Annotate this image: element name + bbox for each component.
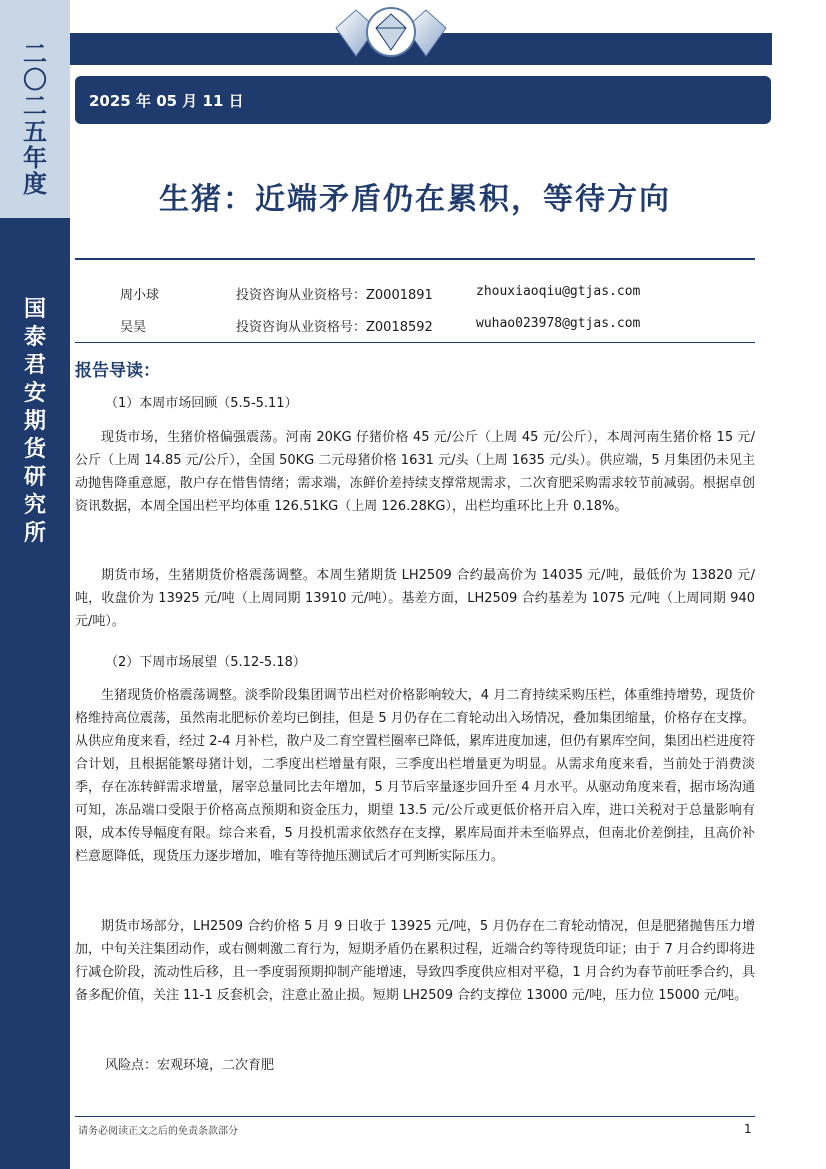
report-guide-heading: 报告导读： <box>75 361 160 381</box>
paragraph-spot-outlook: 生猪现货价格震荡调整。淡季阶段集团调节出栏对价格影响较大，4 月二育持续采购压栏，体重维持增势，现货价格维持高位震荡，虽然南北肥标价差均已倒挂，但是 5 月仍存在二育轮动出入场情况，叠加集团缩量，价格存在支撑。从供应角度来看，经过 2-4 月补栏，散户及二育空置栏圈率已降低，累库进度加速，但仍有累库空间，集团出栏进度符合计划，且根据能繁母猪计划，二季度出栏增量有限，三季度出栏增量更为明显。从需求角度来看，当前处于消费淡季，存在冻转鲜需求增量，屠宰总量同比去年增加，5 月节后宰量逐步回升至 4 月水平。从驱动角度来看，据市场沟通可知，冻品端口受限于价格高点预期和资金压力，期望 13.5 元/公斤或更低价格开启入库，进口关税对于总量影响有限，成本传导幅度有限。综合来看，5 月投机需求依然存在支撑，累库局面并未至临界点，但南北价差倒挂，且高价补栏意愿降低，现货压力逐步增加，唯有等待抛压测试后才可判断实际压力。 <box>75 688 755 864</box>
author-name: 周小球 <box>120 288 160 303</box>
vertical-company-name <box>0 296 70 548</box>
company-char: 研 <box>23 465 46 490</box>
diamond-logo-icon <box>326 4 456 64</box>
company-char: 君 <box>23 353 46 378</box>
vertical-year <box>0 39 70 198</box>
year-char: 〇 <box>23 65 47 94</box>
section-title-weekly-review: （1）本周市场回顾（5.5-5.11） <box>105 396 298 411</box>
company-char: 所 <box>23 521 46 546</box>
report-date: 2025 年 05 月 11 日 <box>89 92 244 110</box>
year-char: 度 <box>23 169 47 198</box>
company-char: 究 <box>23 493 46 518</box>
company-char: 货 <box>23 437 46 462</box>
year-char: 年 <box>23 143 47 172</box>
footer-disclaimer[interactable]: 请务必阅读正文之后的免责条款部分 <box>78 1126 238 1137</box>
company-char: 安 <box>23 381 46 406</box>
report-title: 生猪：近端矛盾仍在累积，等待方向 <box>159 182 671 217</box>
title-divider <box>75 258 755 260</box>
date-banner <box>75 76 771 124</box>
year-char: 二 <box>23 39 47 68</box>
paragraph-futures-outlook: 期货市场部分，LH2509 合约价格 5 月 9 日收于 13925 元/吨，5 月仍存在二育轮动情况，但是肥猪抛售压力增加，中旬关注集团动作，或右侧刺激二育行为，短期矛盾仍在累积过程，近端合约等待现货印证；由于 7 月合约即将进行减仓阶段，流动性后移，且一季度弱预期抑制产能增速，导致四季度供应相对平稳，1 月合约为春节前旺季合约，具备多配价值，关注 11-1 反套机会，注意止盈止损。短期 LH2509 合约支撑位 13000 元/吨，压力位 15000 元/吨。 <box>75 919 755 1003</box>
page-number: 1 <box>744 1122 752 1136</box>
author-cert: 投资咨询从业资格号：Z0001891 <box>236 288 433 303</box>
year-char: 二 <box>23 91 47 120</box>
year-char: 五 <box>23 117 47 146</box>
company-char: 国 <box>23 297 46 322</box>
paragraph-spot-market: 现货市场，生猪价格偏强震荡。河南 20KG 仔猪价格 45 元/公斤（上周 45 元/公斤），本周河南生猪价格 15 元/公斤（上周 14.85 元/公斤），全国 50KG 二元母猪价格 1631 元/头（上周 1635 元/头）。供应端，5 月集团仍未见主动抛售降重意愿，散户存在惜售情绪；需求端，冻鲜价差持续支撑常规需求，二次育肥采购需求较节前减弱。根据卓创资讯数据，本周全国出栏平均体重 126.51KG（上周 126.28KG），出栏均重环比上升 0.18%。 <box>75 430 755 514</box>
author-cert: 投资咨询从业资格号：Z0018592 <box>236 320 433 335</box>
company-char: 泰 <box>23 325 46 350</box>
company-char: 期 <box>23 409 46 434</box>
author-email[interactable]: wuhao023978@gtjas.com <box>476 316 641 331</box>
author-email[interactable]: zhouxiaoqiu@gtjas.com <box>476 284 641 299</box>
footer-divider <box>75 1116 755 1117</box>
authors-divider <box>75 342 755 343</box>
risk-points: 风险点：宏观环境，二次育肥 <box>105 1058 275 1073</box>
section-title-next-week-outlook: （2）下周市场展望（5.12-5.18） <box>105 655 306 670</box>
paragraph-futures-market: 期货市场，生猪期货价格震荡调整。本周生猪期货 LH2509 合约最高价为 14035 元/吨，最低价为 13820 元/吨，收盘价为 13925 元/吨（上周同期 13910 元/吨）。基差方面，LH2509 合约基差为 1075 元/吨（上周同期 940 元/吨）。 <box>75 568 755 629</box>
author-name: 吴昊 <box>120 320 147 335</box>
